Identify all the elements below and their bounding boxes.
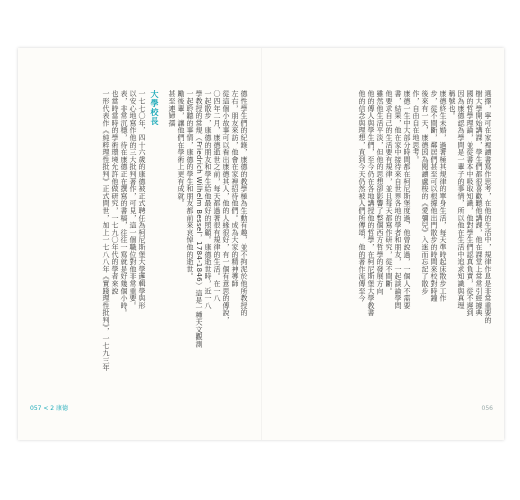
text-column: 雖然他生活平淡，但他的思想卻影響了整個西方哲學的發展方向 [376,90,384,295]
text-column: 康德終生未婚，過著極其規律的單身生活，每天準時起床散步工作 [439,90,447,302]
text-column: 後來有一天，康德因為閱讀盧梭的《愛彌兒》入迷而忘記了散步 [421,90,429,295]
text-column: 書，結果，他在家中接待來自世界各地的學者和朋友，一起談論學問 [394,90,402,309]
left-text-block [36,90,248,380]
text-column: 步，從不間斷，鄰居們甚至可以根據他出門散步的時間來校對時鐘 [430,90,438,302]
page-number-left: 057 < 2 康德 [30,405,69,412]
text-column: 德性學生們的紀錄，康德的教學極為生動有趣，並不拘泥於他所教授的 [240,90,248,317]
text-column: 樹大學開始講課，學生們都很喜歡聽他講課，他在課堂上常常引經據典 [475,90,483,317]
text-column: 也當時當時的學術環境允許他做研究，一七九〇年代的學者來說 [111,90,119,295]
text-column: 表，非常沉穩，待在康德正在撰寫的書稿，往往一寫就是好幾個小時。 [120,90,128,317]
text-column: 他要求自己的生活要有規律，並且每天都寫作研究，從不間斷。 [385,90,393,295]
text-column: 勵後輩，讓他們在學術上更有成就。 [177,90,185,207]
text-column: 以安心地寫作他的三大批判著作，可見，這一個職位對他非常重要。 [129,90,137,309]
text-column: 稱號也。 [448,90,456,120]
section-heading: 大學校長 [150,90,159,126]
left-page [18,48,261,440]
text-column: 左右，朋友來訪，他會在家裡招待他們。成為大家的精神導師 [231,90,239,288]
text-column: 作，自由自在地思考。 [412,90,420,163]
right-text-block [280,90,492,380]
text-column: 學教授的常規（Friedrich Wilhelm Bessel，1784-1846）這是一種天文觀測 [195,90,203,348]
text-column: 康德一生中大部分時間都在柯尼斯堡度過，他曾說過，一個人不需要 [403,90,411,309]
text-column: 一形代表作《純粹理性批判》正式問世，加上一七八八年《實踐理性批判》，一七九三年 [102,90,110,372]
text-column: 一起聆聽的事情，康德的學生和朋友都前來哀悼他的逝世。 [186,90,194,280]
text-column: 選擇，寧可在家裡讀書寫作思考，在他的生活中，規律作息是非常重要的 [484,90,492,324]
text-column: 〇四年二月，康德逝世之前，每天都過著很有規律的生活。在一八 [213,90,221,302]
text-column: 一起散步，康德的朋友和學生給他最好的照顧。康德逝世時，近一八 [204,90,212,309]
text-column: 他的傳人與學生們，至今仍在各地講授他的哲學，在柯尼斯堡大學教書 [367,90,375,317]
text-column: 國的哲學理論，並從書本中吸取知識，他對學生們認真負責，從不遲到 [466,90,474,317]
text-column: 他的信念與理想，直到今天仍然被人們所傳頌，他的著作流傳至今 [358,90,366,302]
text-column: 一七七〇年，四十六歲的康德被正式聘任為柯尼斯堡大學邏輯學與形 [138,90,146,309]
text-column: 甚至連婦孺 [168,90,176,127]
right-page [262,48,505,440]
text-column [158,90,167,380]
text-column: 從這個小故事可以看出康德其人，他的人緣很好，有一個有意思的傳說， [222,90,230,324]
text-column: 因為康德認為學問是一輩子的事情，所以他在生活中追求知識與真理 [457,90,465,309]
book-spread [18,48,504,440]
page-number-right: 056 [481,405,493,412]
